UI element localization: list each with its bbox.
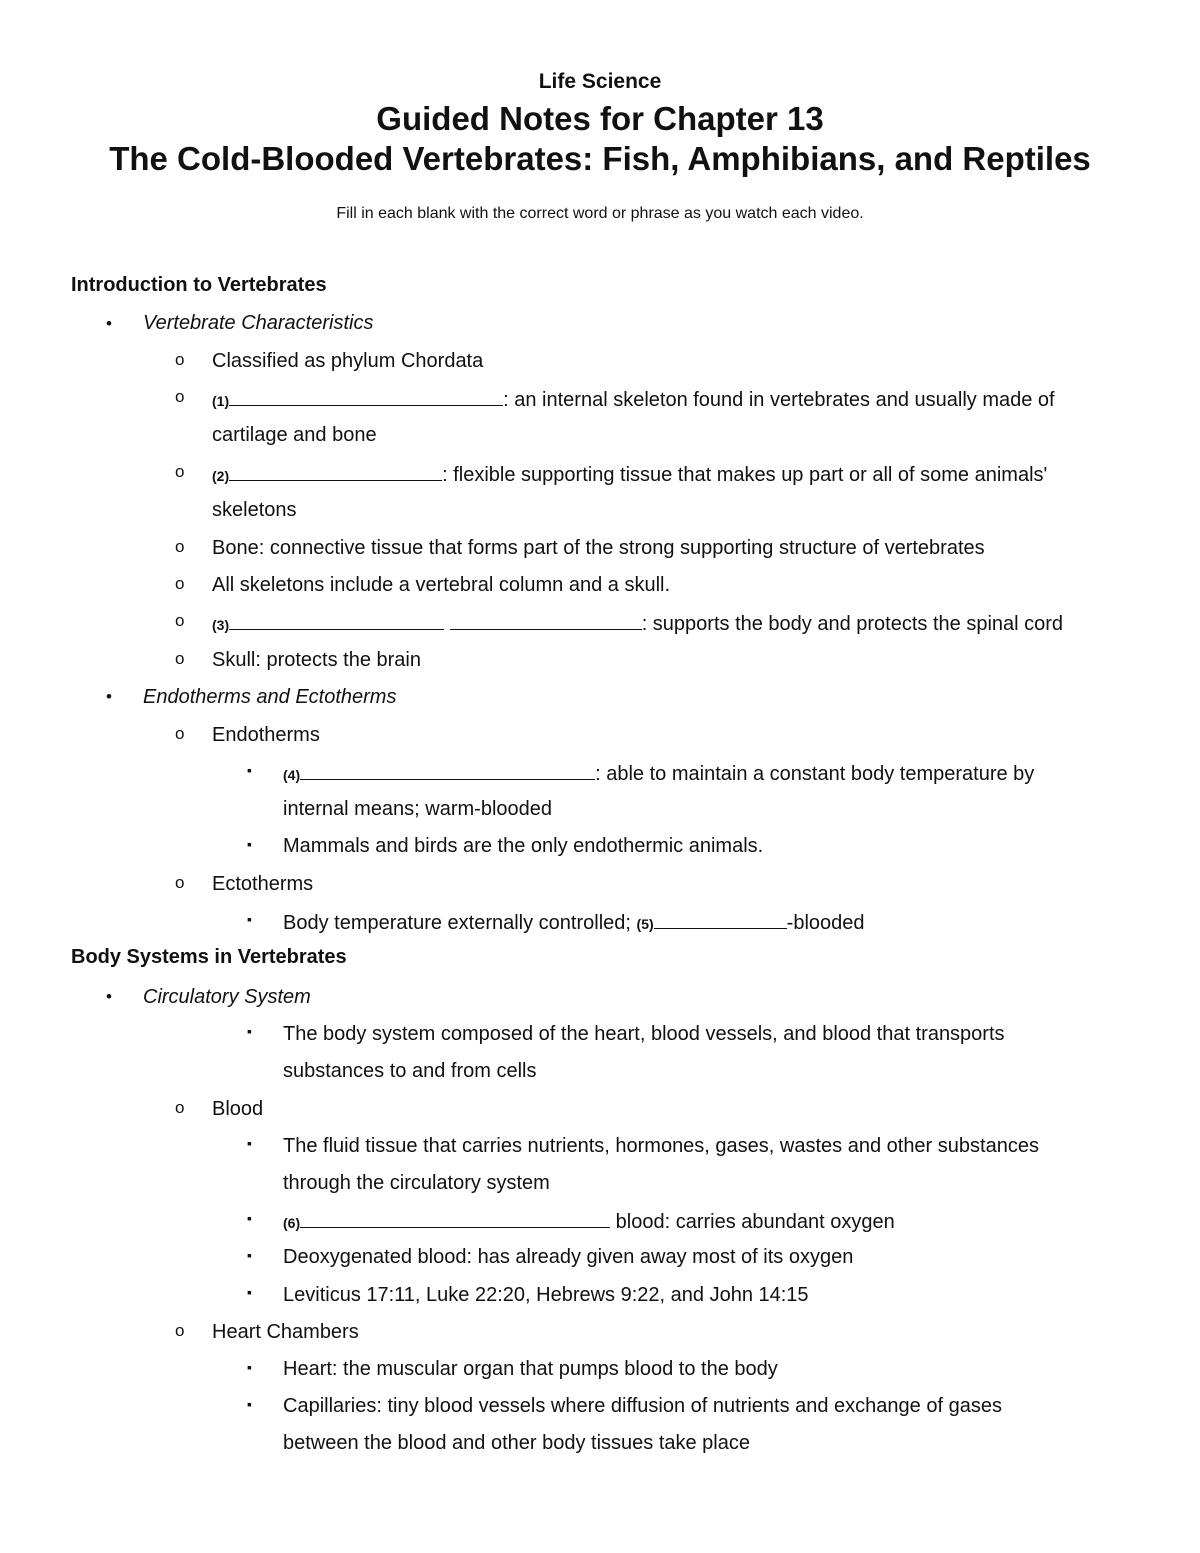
note-circulatory-def-continued: substances to and from cells xyxy=(283,1060,537,1082)
subtopic-blood: Blood xyxy=(212,1098,264,1120)
note-blank-4-continued: internal means; warm-blooded xyxy=(283,798,553,820)
subtopic-endotherms: Endotherms xyxy=(212,724,320,746)
square-bullet-icon: ▪ xyxy=(247,1396,252,1412)
square-bullet-icon: ▪ xyxy=(247,1135,252,1151)
chapter-title: Guided Notes for Chapter 13 xyxy=(376,100,824,137)
subject-heading: Life Science xyxy=(538,70,662,93)
section-heading-body-systems: Body Systems in Vertebrates xyxy=(71,946,347,968)
note-deoxygenated: Deoxygenated blood: has already given away most of its oxygen xyxy=(283,1246,854,1268)
circle-bullet-icon: o xyxy=(175,649,185,668)
circle-bullet-icon: o xyxy=(175,724,185,743)
circle-bullet-icon: o xyxy=(175,611,185,630)
note-skull: Skull: protects the brain xyxy=(212,649,421,671)
bullet-icon: • xyxy=(106,314,112,333)
note-blood-def-continued: through the circulatory system xyxy=(283,1172,550,1194)
circle-bullet-icon: o xyxy=(175,1098,185,1117)
square-bullet-icon: ▪ xyxy=(247,1247,252,1263)
subtopic-heart-chambers: Heart Chambers xyxy=(212,1321,359,1343)
fill-in-blank-3a[interactable] xyxy=(229,609,444,630)
fill-in-blank-5[interactable] xyxy=(654,908,787,929)
note-blank-3 xyxy=(212,609,1063,638)
note-blank-1-continued: cartilage and bone xyxy=(212,424,377,446)
fill-in-blank-3b[interactable] xyxy=(450,609,642,630)
blank-suffix: -blooded xyxy=(786,912,865,934)
note-blank-5 xyxy=(283,908,865,937)
note-blood-def: The fluid tissue that carries nutrients, hormones, gases, wastes and other substances xyxy=(283,1135,1039,1157)
square-bullet-icon: ▪ xyxy=(247,1359,252,1375)
blank-number: (2) xyxy=(212,468,230,484)
note-blank-2 xyxy=(212,460,1047,489)
square-bullet-icon: ▪ xyxy=(247,1210,252,1226)
note-blank-2-continued: skeletons xyxy=(212,499,297,521)
note-mammals-birds: Mammals and birds are the only endothermic animals. xyxy=(283,835,764,857)
circle-bullet-icon: o xyxy=(175,462,185,481)
blank-definition: blood: carries abundant oxygen xyxy=(610,1211,895,1233)
note-circulatory-def: The body system composed of the heart, blood vessels, and blood that transports xyxy=(283,1023,1005,1045)
blank-definition: : flexible supporting tissue that makes up part or all of some animals' xyxy=(442,464,1048,486)
topic-endotherms-ectotherms: Endotherms and Ectotherms xyxy=(143,686,397,708)
bullet-icon: • xyxy=(106,987,112,1006)
chapter-subtitle: The Cold-Blooded Vertebrates: Fish, Amphibians, and Reptiles xyxy=(109,140,1091,177)
square-bullet-icon: ▪ xyxy=(247,1284,252,1300)
blank-number: (6) xyxy=(283,1215,301,1231)
bullet-icon: • xyxy=(106,687,112,706)
fill-in-blank-2[interactable] xyxy=(229,460,442,481)
blank-definition: : an internal skeleton found in vertebrates and usually made of xyxy=(503,389,1055,411)
circle-bullet-icon: o xyxy=(175,873,185,892)
note-blank-6 xyxy=(283,1207,895,1236)
blank-number: (3) xyxy=(212,617,230,633)
topic-circulatory-system: Circulatory System xyxy=(143,986,311,1008)
section-heading-intro: Introduction to Vertebrates xyxy=(71,274,327,296)
square-bullet-icon: ▪ xyxy=(247,762,252,778)
blank-number: (4) xyxy=(283,767,301,783)
note-blank-1 xyxy=(212,385,1055,414)
note-skeletons: All skeletons include a vertebral column and a skull. xyxy=(212,574,671,596)
circle-bullet-icon: o xyxy=(175,1321,185,1340)
circle-bullet-icon: o xyxy=(175,350,185,369)
topic-vertebrate-characteristics: Vertebrate Characteristics xyxy=(143,312,374,334)
square-bullet-icon: ▪ xyxy=(247,1023,252,1039)
note-bone: Bone: connective tissue that forms part of the strong supporting structure of vertebrates xyxy=(212,537,985,559)
fill-in-blank-1[interactable] xyxy=(229,385,503,406)
circle-bullet-icon: o xyxy=(175,574,185,593)
note-heart: Heart: the muscular organ that pumps blood to the body xyxy=(283,1358,778,1380)
circle-bullet-icon: o xyxy=(175,387,185,406)
fill-in-blank-6[interactable] xyxy=(300,1207,610,1228)
note-capillaries-continued: between the blood and other body tissues take place xyxy=(283,1432,750,1454)
instructions: Fill in each blank with the correct word or phrase as you watch each video. xyxy=(336,205,864,222)
blank-definition: : able to maintain a constant body temperature by xyxy=(595,763,1035,785)
square-bullet-icon: ▪ xyxy=(247,911,252,927)
circle-bullet-icon: o xyxy=(175,537,185,556)
square-bullet-icon: ▪ xyxy=(247,836,252,852)
blank-number: (5) xyxy=(636,916,654,932)
subtopic-ectotherms: Ectotherms xyxy=(212,873,314,895)
blank-number: (1) xyxy=(212,393,230,409)
fill-in-blank-4[interactable] xyxy=(300,759,595,780)
note-classified: Classified as phylum Chordata xyxy=(212,350,484,372)
note-verses: Leviticus 17:11, Luke 22:20, Hebrews 9:22, and John 14:15 xyxy=(283,1284,809,1306)
note-blank-4 xyxy=(283,759,1034,788)
blank-definition: : supports the body and protects the spinal cord xyxy=(641,613,1064,635)
note-capillaries: Capillaries: tiny blood vessels where diffusion of nutrients and exchange of gases xyxy=(283,1395,1002,1417)
blank-prefix: Body temperature externally controlled; xyxy=(283,912,631,934)
